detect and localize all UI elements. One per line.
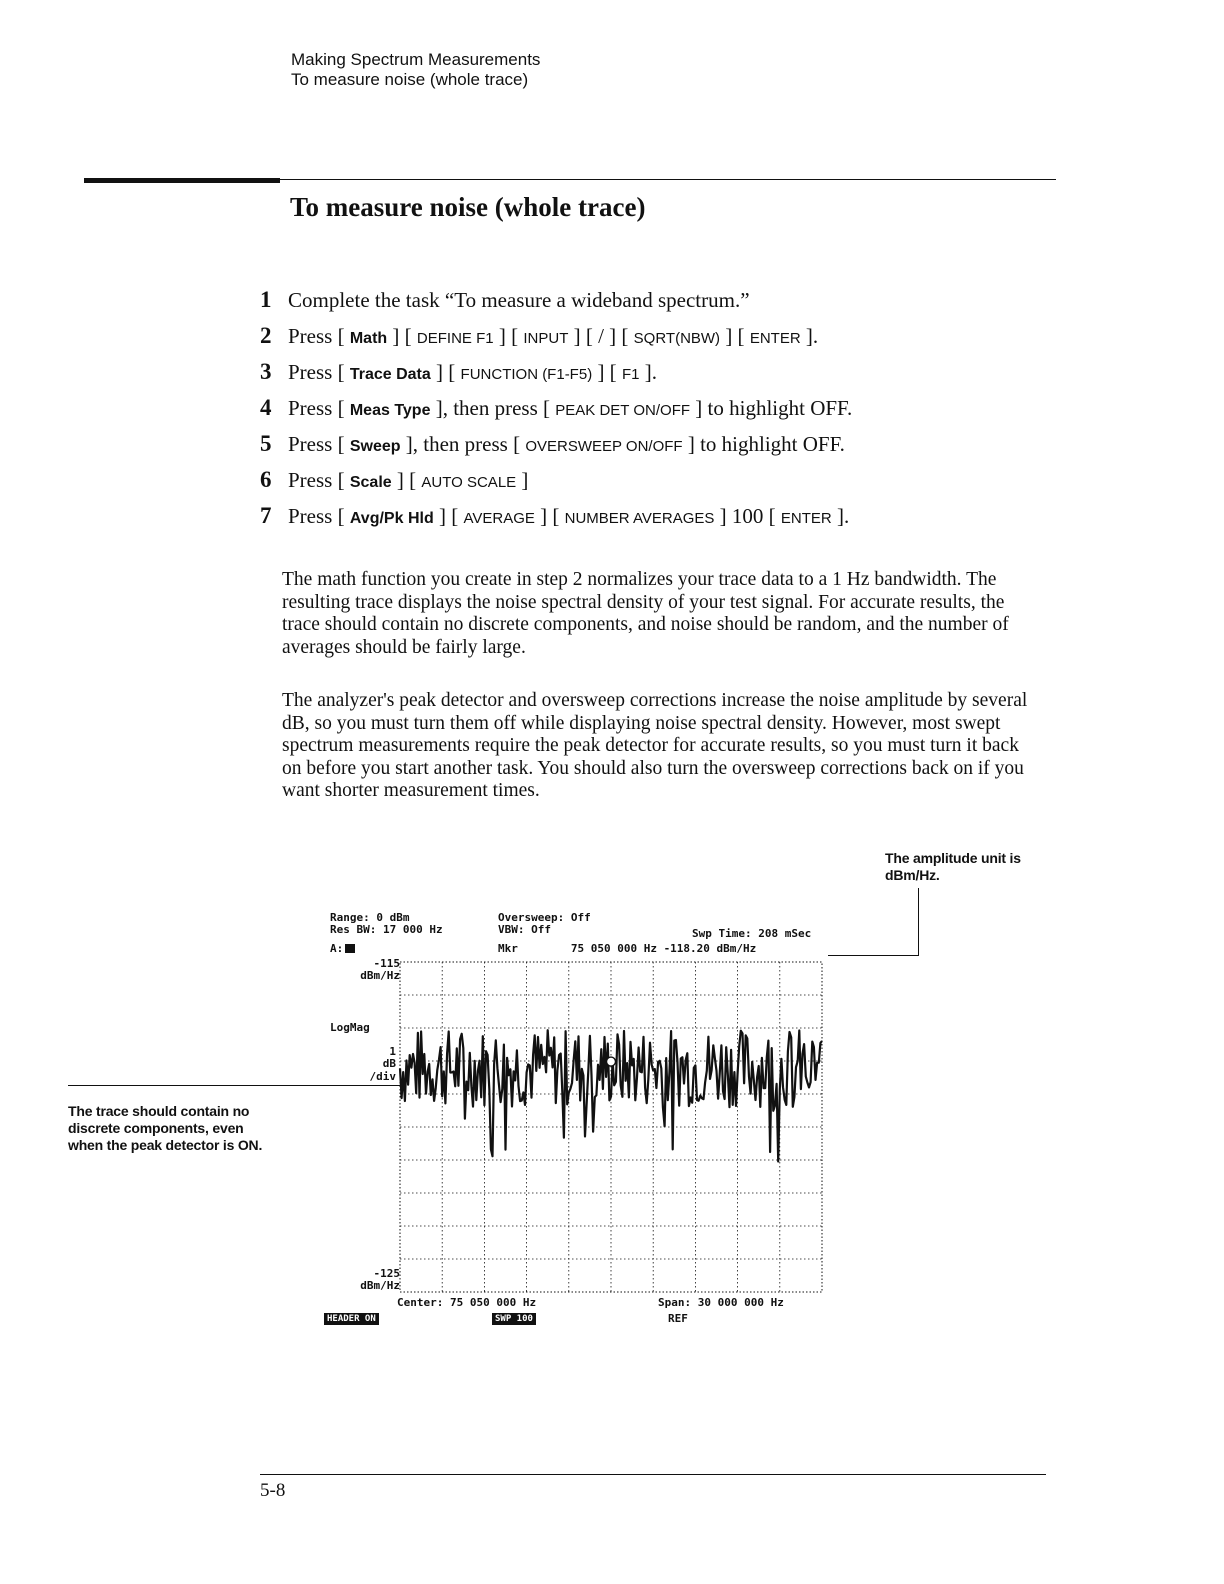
softkey-label: ENTER [749, 330, 801, 347]
step-text: ], then press [ [430, 396, 556, 420]
screen-sweep-time: Swp Time: 208 mSec [692, 927, 812, 940]
step-text: ]. [639, 360, 657, 384]
spectrum-plot [396, 960, 826, 1296]
screen-trace-label: A: [330, 942, 344, 955]
step-text: ] [ [534, 504, 565, 528]
step-number: 3 [260, 359, 272, 384]
step-number: 2 [260, 323, 272, 348]
step-number: 5 [260, 431, 272, 456]
step-text: ] 100 [ [714, 504, 781, 528]
screen-format: LogMag [330, 1021, 370, 1034]
step-text: ] [ / ] [ [568, 324, 634, 348]
section-rule-thick [84, 178, 280, 183]
screen-oversweep: Oversweep: Off [498, 911, 591, 924]
step-text: Press [ [288, 504, 350, 528]
hardkey-label: Meas Type [349, 402, 431, 419]
softkey-label: INPUT [523, 330, 569, 347]
step-text: Complete the task “To measure a wideband spectrum.” [288, 288, 750, 312]
screen-status-mid: SWP 100 [492, 1313, 536, 1325]
screen-ref: REF [668, 1312, 688, 1325]
hardkey-label: Trace Data [349, 366, 431, 383]
running-header [291, 50, 540, 90]
trace-a-indicator [345, 944, 355, 953]
softkey-label: FUNCTION (F1-F5) [460, 366, 593, 383]
footer-rule [260, 1474, 1046, 1475]
trace-line [400, 1030, 822, 1161]
step-text: ]. [831, 504, 850, 528]
softkey-label: NUMBER AVERAGES [564, 510, 715, 527]
screen-range: Range: 0 dBm [330, 911, 410, 924]
screen-scale-div: /div [369, 1070, 396, 1083]
paragraph-1: The math function you create in step 2 normalizes your trace data to a 1 Hz bandwidth. The resulting trace displays the noise spectral density of your test signal. For accurate results, the trace should contain no discrete components, and noise should be random, and the number of averages should be fairly large. [282, 569, 1009, 658]
paragraph-2: The analyzer's peak detector and oversweep corrections increase the noise amplitude by several dB, so you must turn them off while displaying noise spectral density. However, most swept spectrum measurements require the peak detector for accurate results, so you must turn it back on before you start another task. You should also turn the oversweep corrections back on if you want shorter measurement times. [282, 690, 1028, 801]
step-text: ] to highlight OFF. [682, 432, 845, 456]
hardkey-label: Math [349, 330, 388, 347]
softkey-label: AVERAGE [463, 510, 535, 527]
screen-top-unit: dBm/Hz [360, 969, 400, 982]
callout-right-vline [918, 888, 919, 956]
screen-bottom-value: -125 [373, 1267, 400, 1280]
step-text: ] [516, 468, 529, 492]
section-rule-thin [280, 179, 1056, 180]
callout-right-hline [828, 955, 919, 956]
softkey-label: F1 [621, 366, 640, 383]
step-text: ] to highlight OFF. [690, 396, 853, 420]
step-text: ] [ [720, 324, 750, 348]
page-number: 5-8 [260, 1480, 286, 1501]
step-text: Press [ [288, 396, 350, 420]
step-text: ] [ [430, 360, 461, 384]
section-title: To measure noise (whole trace) [290, 192, 646, 222]
step-text: ] [ [592, 360, 622, 384]
screen-scale-unit: dB [382, 1057, 396, 1070]
step-2 [260, 318, 852, 354]
step-text: Press [ [288, 324, 350, 348]
plot-grid [400, 962, 822, 1292]
marker-point [607, 1057, 616, 1066]
step-number: 6 [260, 467, 272, 492]
step-text: Press [ [288, 360, 350, 384]
hardkey-label: Avg/Pk Hld [349, 510, 434, 527]
header-section: To measure noise (whole trace) [291, 70, 529, 89]
softkey-label: OVERSWEEP ON/OFF [525, 438, 683, 455]
screen-marker-readout: Mkr 75 050 000 Hz -118.20 dBm/Hz [498, 942, 757, 955]
step-text: ] [ [493, 324, 524, 348]
callout-trace-note: The trace should contain no discrete components, even when the peak detector is ON. [68, 1103, 263, 1153]
step-number: 7 [260, 503, 272, 528]
screen-span: Span: 30 000 000 Hz [658, 1296, 784, 1309]
step-5 [260, 426, 852, 462]
hardkey-label: Scale [349, 474, 392, 491]
screen-center: Center: 75 050 000 Hz [397, 1296, 537, 1309]
screen-vbw: VBW: Off [498, 923, 551, 936]
screen-top-value: -115 [373, 957, 400, 970]
plot-trace [400, 1030, 822, 1161]
screen-res-bw: Res BW: 17 000 Hz [330, 923, 443, 936]
screen-scale-num: 1 [389, 1045, 396, 1058]
step-1 [260, 282, 852, 318]
step-text: ], then press [ [400, 432, 526, 456]
hardkey-label: Sweep [349, 438, 401, 455]
step-4 [260, 390, 852, 426]
callout-left-line [68, 1085, 402, 1086]
step-number: 4 [260, 395, 272, 420]
steps-list [260, 282, 852, 534]
step-text: ] [ [387, 324, 417, 348]
callout-amplitude-unit: The amplitude unit is dBm/Hz. [885, 850, 1021, 883]
step-number: 1 [260, 287, 272, 312]
softkey-label: PEAK DET ON/OFF [555, 402, 691, 419]
step-6 [260, 462, 852, 498]
step-text: Press [ [288, 468, 350, 492]
softkey-label: SQRT(NBW) [633, 330, 721, 347]
step-7 [260, 498, 852, 534]
step-text: ] [ [391, 468, 422, 492]
step-text: Press [ [288, 432, 350, 456]
screen-bottom-unit: dBm/Hz [360, 1279, 400, 1292]
step-3 [260, 354, 852, 390]
softkey-label: AUTO SCALE [421, 474, 517, 491]
softkey-label: DEFINE F1 [416, 330, 494, 347]
step-text: ]. [800, 324, 819, 348]
step-text: ] [ [433, 504, 464, 528]
header-chapter: Making Spectrum Measurements [291, 50, 541, 69]
softkey-label: ENTER [780, 510, 832, 527]
screen-status-left: HEADER ON [324, 1313, 379, 1325]
